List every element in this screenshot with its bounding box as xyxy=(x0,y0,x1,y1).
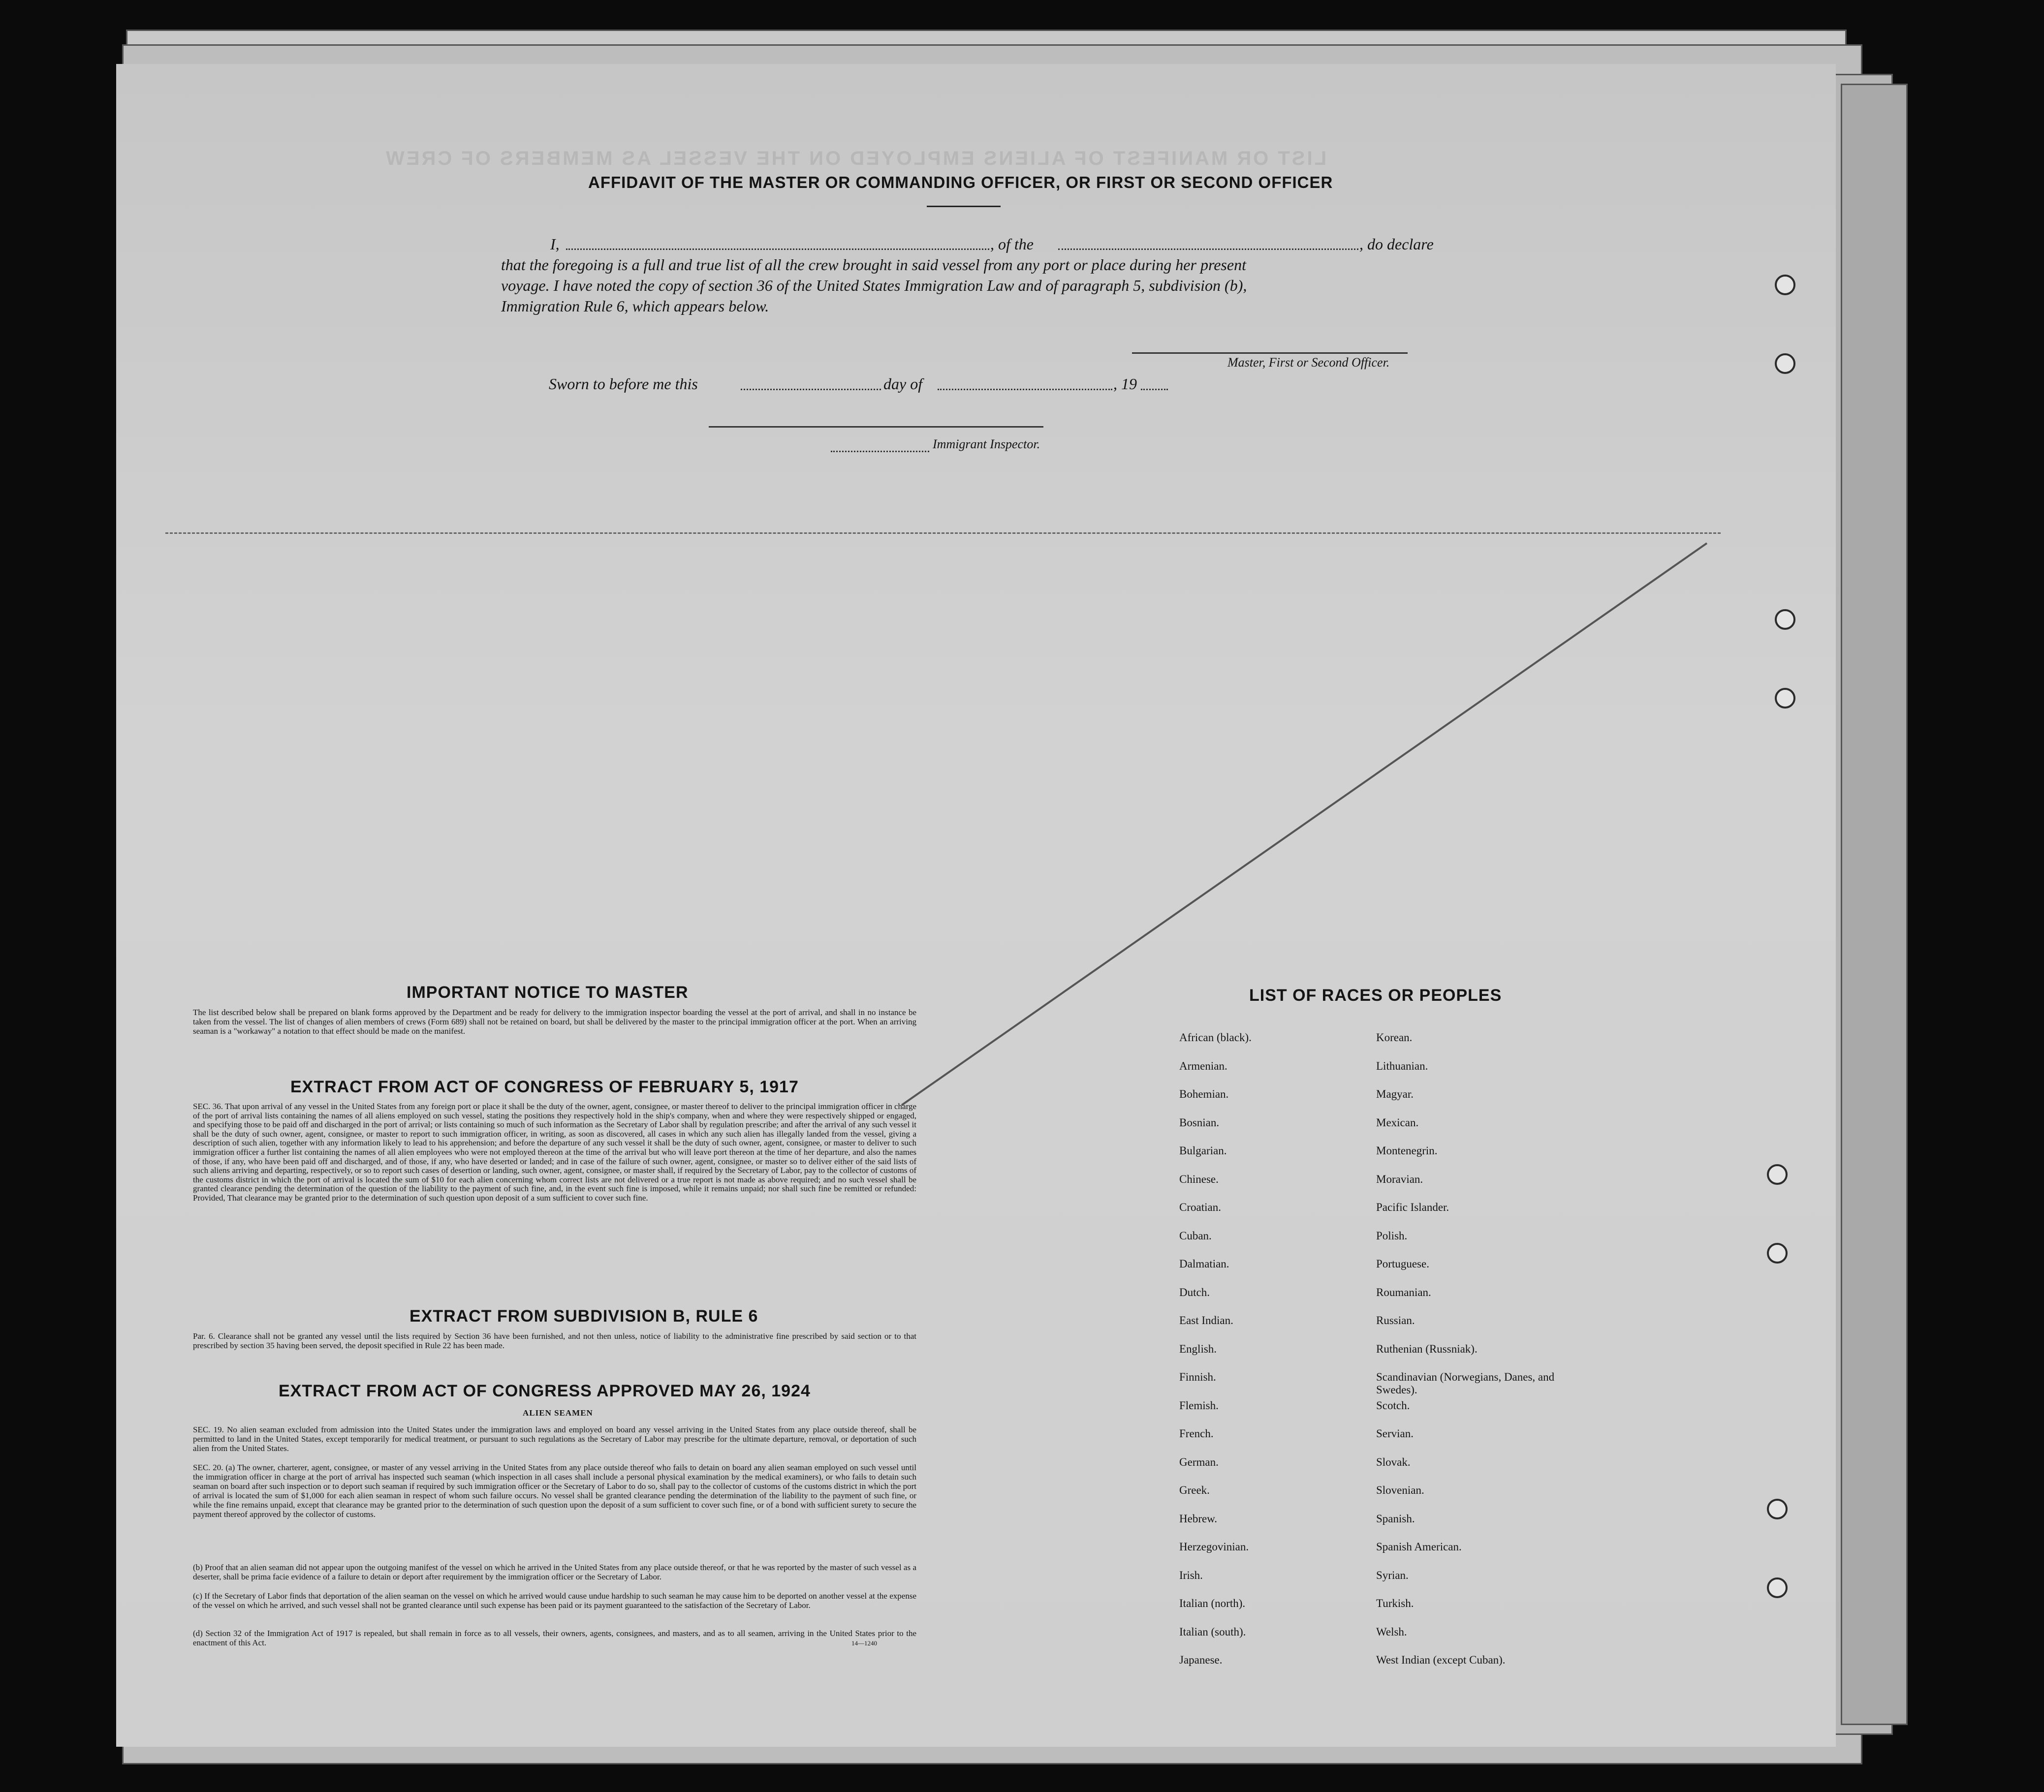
affidavit-line1-i: I, xyxy=(550,235,560,253)
extract-1924-sec20c: (c) If the Secretary of Labor finds that deportation of the alien seaman on the vessel on which he arrived would cause undue hardship to such seaman he may cause him to be deported on another vessel at the expense of the vessel on which he arrived, and such vessel shall not be granted clearance until such expense has been paid or its payment guaranteed to the satisfaction of the Secretary of Labor. xyxy=(193,1591,916,1610)
race-item: Greek. xyxy=(1179,1484,1210,1496)
extract-1924-title: EXTRACT FROM ACT OF CONGRESS APPROVED MAY 26, 1924 xyxy=(279,1382,811,1400)
race-item: African (black). xyxy=(1179,1031,1252,1044)
race-item: Dalmatian. xyxy=(1179,1258,1229,1270)
affidavit-line2: that the foregoing is a full and true list of all the crew brought in said vessel from any port or place during her present xyxy=(501,256,1246,274)
race-item: Scandinavian (Norwegians, Danes, and Swedes). xyxy=(1376,1371,1555,1396)
race-item: Korean. xyxy=(1376,1031,1413,1044)
race-item: Lithuanian. xyxy=(1376,1059,1428,1072)
race-item: Bohemian. xyxy=(1179,1088,1229,1100)
race-item: Polish. xyxy=(1376,1229,1408,1242)
race-item: Cuban. xyxy=(1179,1229,1212,1242)
race-item: Mexican. xyxy=(1376,1116,1419,1129)
race-item: Russian. xyxy=(1376,1314,1415,1327)
extract-1924-sec20d: (d) Section 32 of the Immigration Act of 1917 is repealed, but shall remain in force as to all vessels, their owners, agents, consignees, and masters, and as to all seamen, arriving in the United States prior to the enactment of this Act. xyxy=(193,1629,916,1647)
race-item: Hebrew. xyxy=(1179,1512,1218,1525)
race-item: Italian (north). xyxy=(1179,1597,1246,1609)
extract-1924-sec20b: (b) Proof that an alien seaman did not appear upon the outgoing manifest of the vessel on which he arrived in the United States from any place outside thereof, or that he was reported by the master of such vessel as a deserter, shall be prima facie evidence of a failure to detain or deport after requirement by the immigration officer or the Secretary of Labor. xyxy=(193,1563,916,1581)
year-text: , 19 xyxy=(1113,375,1137,393)
race-item: Armenian. xyxy=(1179,1059,1227,1072)
extract-1924-sec19: SEC. 19. No alien seaman excluded from admission into the United States under the immigration laws and employed on board any vessel arriving in the United States from any place outside thereof, shall be permitted to land in the United States, except temporarily for medical treatment, or pursuant to such regulations as the Secretary of Labor may prescribe for the ultimate departure, removal, or deportation of such alien from the United States. xyxy=(193,1425,916,1453)
race-item: Scotch. xyxy=(1376,1399,1410,1412)
form-number: 14—1240 xyxy=(851,1639,877,1647)
race-item: Ruthenian (Russniak). xyxy=(1376,1342,1478,1355)
race-item: Syrian. xyxy=(1376,1569,1409,1581)
affidavit-line3: voyage. I have noted the copy of section 36 of the United States Immigration Law and of paragraph 5, subdivision (b), xyxy=(501,277,1247,294)
race-item: Bulgarian. xyxy=(1179,1144,1227,1157)
affidavit-title: AFFIDAVIT OF THE MASTER OR COMMANDING OFFICER, OR FIRST OR SECOND OFFICER xyxy=(588,173,1333,191)
race-item: East Indian. xyxy=(1179,1314,1233,1327)
race-item: Bosnian. xyxy=(1179,1116,1220,1129)
race-item: Dutch. xyxy=(1179,1286,1210,1298)
race-item: Spanish American. xyxy=(1376,1541,1462,1553)
race-item: French. xyxy=(1179,1427,1214,1440)
race-item: German. xyxy=(1179,1455,1219,1468)
notice-title: IMPORTANT NOTICE TO MASTER xyxy=(407,983,689,1002)
extract-1924-sec20a: SEC. 20. (a) The owner, charterer, agent, consignee, or master of any vessel arriving in the United States from any place outside thereof who fails to detain on board any alien seaman employed on such vessel until the immigration officer in charge at the port of arrival has inspected such seaman (which inspection in all cases shall include a personal physical examination by the medical examiners), or who fails to detain such seaman on board after such inspection or to deport such seaman if required by such immigration officer or the Secretary of Labor to do so, shall pay to the collector of customs of the customs district in which the port of arrival is located the sum of $1,000 for each alien seaman in respect of whom such failure occurs. No vessel shall be granted clearance pending the determination of the liability to the payment of such fine, or while the fine remains unpaid, except that clearance may be granted prior to the determination of such question upon the deposit of a sum sufficient to cover such fine, or of a bond with sufficient surety to secure the payment thereof approved by the collector of customs. xyxy=(193,1463,916,1519)
race-item: Irish. xyxy=(1179,1569,1203,1581)
sworn-text: Sworn to before me this xyxy=(549,375,698,393)
extract-1917-title: EXTRACT FROM ACT OF CONGRESS OF FEBRUARY 5, 1917 xyxy=(290,1078,799,1096)
races-left-column xyxy=(1179,1031,1366,1682)
race-item: Chinese. xyxy=(1179,1173,1219,1185)
races-right-column xyxy=(1376,1031,1563,1682)
inspector-label: Immigrant Inspector. xyxy=(933,437,1040,451)
affidavit-line4: Immigration Rule 6, which appears below. xyxy=(501,297,769,315)
race-item: Finnish. xyxy=(1179,1371,1216,1383)
alien-seamen-subtitle: ALIEN SEAMEN xyxy=(523,1408,593,1418)
extract-1917-body: SEC. 36. That upon arrival of any vessel in the United States from any foreign port or place it shall be the duty of the owner, agent, consignee, or master thereof to deliver to the principal immigration officer in charge of the port of arrival lists containing the names of all aliens employed on such vessel, stating the positions they respectively hold in the ship's company, when and where they were respectively shipped or engaged, and specifying those to be paid off and discharged in the port of arrival; or lists containing so much of such information as the Secretary of Labor shall by regulation prescribe; and after the arrival of any such vessel it shall be the duty of such owner, agent, consignee, or master to report to such immigration officer, in writing, as soon as discovered, all cases in which any such alien has illegally landed from the vessel, giving a description of such alien, together with any information likely to lead to his apprehension; and before the departure of any such vessel it shall be the duty of such owner, agent, consignee, or master to deliver to such immigration officer a further list containing the names of all alien employees who were not employed thereon at the time of the arrival but who will leave port thereon at the time of her departure, and also the names of those, if any, who have been paid off and discharged, and of those, if any, who have deserted or landed; and in case of the failure of such owner, agent, consignee, or master so to deliver either of the said lists of such aliens arriving and departing, respectively, or so to report such cases of desertion or landing, such owner, agent, consignee, or master shall, if required by the Secretary of Labor, pay to the collector of customs of the customs district in which the port of arrival is located the sum of $10 for each alien concerning whom correct lists are not delivered or a true report is not made as above required; and no such vessel shall be granted clearance pending the determination of the question of the liability to the payment of such fine, and, in the event such fine is imposed, while it remains unpaid; nor shall such fine be remitted or refunded: Provided, That clearance may be granted prior to the determination of such question upon deposit of a sum sufficient to cover such fine. xyxy=(193,1102,916,1203)
race-item: English. xyxy=(1179,1342,1217,1355)
day-of-text: day of xyxy=(883,375,923,393)
race-item: Turkish. xyxy=(1376,1597,1414,1609)
race-item: Japanese. xyxy=(1179,1654,1223,1666)
race-item: Welsh. xyxy=(1376,1625,1407,1638)
notice-body: The list described below shall be prepared on blank forms approved by the Department and be ready for delivery to the immigration inspector boarding the vessel at the port of arrival, and shall in no instance be taken from the vessel. The list of changes of alien members of crews (Form 689) shall not be retained on board, but shall be delivered by the master to the principal immigration officer at the port. When an arriving seaman is a "workaway" a notation to that effect should be made on the manifest. xyxy=(193,1008,916,1036)
race-item: Italian (south). xyxy=(1179,1625,1246,1638)
race-item: Moravian. xyxy=(1376,1173,1423,1185)
race-item: Magyar. xyxy=(1376,1088,1414,1100)
extract-rule6-body: Par. 6. Clearance shall not be granted any vessel until the lists required by Section 36 have been furnished, and not then unless, notice of liability to the administrative fine prescribed by said section or to that prescribed by section 35 having been served, the deposit specified in Rule 22 has been made. xyxy=(193,1331,916,1350)
race-item: Portuguese. xyxy=(1376,1258,1429,1270)
race-item: Herzegovinian. xyxy=(1179,1541,1249,1553)
race-item: Croatian. xyxy=(1179,1201,1221,1213)
race-item: Slovenian. xyxy=(1376,1484,1424,1496)
race-item: Flemish. xyxy=(1179,1399,1219,1412)
master-signature-label: Master, First or Second Officer. xyxy=(1227,355,1390,370)
race-item: Spanish. xyxy=(1376,1512,1415,1525)
race-item: Pacific Islander. xyxy=(1376,1201,1449,1213)
race-item: Roumanian. xyxy=(1376,1286,1431,1298)
race-item: Servian. xyxy=(1376,1427,1414,1440)
bleed-through-header: LIST OR MANIFEST OF ALIENS EMPLOYED ON THE VESSEL AS MEMBERS OF CREW xyxy=(384,148,1327,169)
affidavit-line1-of: , of the xyxy=(990,235,1034,253)
races-title: LIST OF RACES OR PEOPLES xyxy=(1249,986,1502,1005)
race-item: Slovak. xyxy=(1376,1455,1411,1468)
race-item: West Indian (except Cuban). xyxy=(1376,1654,1506,1666)
extract-rule6-title: EXTRACT FROM SUBDIVISION B, RULE 6 xyxy=(409,1307,758,1326)
affidavit-line1-declare: , do declare xyxy=(1359,235,1434,253)
race-item: Montenegrin. xyxy=(1376,1144,1438,1157)
